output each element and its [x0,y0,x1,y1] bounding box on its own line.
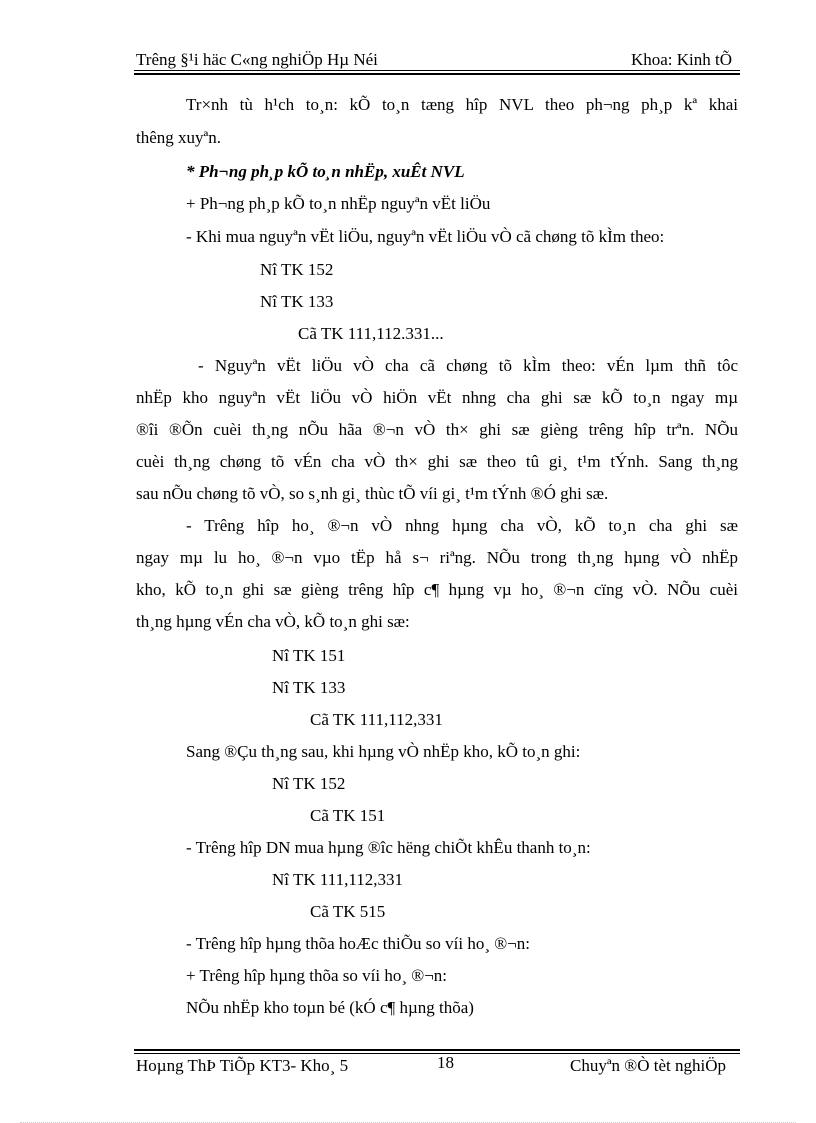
journal-entry: Nî TK 133 [260,292,334,311]
body-line: + Trêng hîp hµng thõa so víi ho¸ ®¬n: [186,966,448,985]
section-heading: * Ph¬ng ph¸p kÕ to¸n nhËp, xuÊt NVL [186,162,465,181]
paragraph-line: ®îi ®Õn cuèi th¸ng nÕu hãa ®¬n vÒ th× ghi sæ gièng trêng hîp trªn. NÕu [136,420,738,439]
footer-title: Chuyªn ®Ò tèt nghiÖp [570,1056,726,1075]
header-rule [134,70,740,71]
body-line: Sang ®Çu th¸ng sau, khi hµng vÒ nhËp kho, kÕ to¸n ghi: [186,742,581,761]
body-line: NÕu nhËp kho toµn bé (kÓ c¶ hµng thõa) [186,998,474,1017]
subsection-heading: + Ph¬ng ph¸p kÕ to¸n nhËp nguyªn vËt liÖu [186,194,491,213]
paragraph-line: ngay mµ lu ho¸ ®¬n vµo tËp hå s¬ riªng. NÕu trong th¸ng hµng vÒ nhËp [136,548,738,567]
paragraph-line: sau nÕu chøng tõ vÒ, so s¸nh gi¸ thùc tÕ víi gi¸ t¹m tÝnh ®Ó ghi sæ. [136,484,609,503]
journal-entry: Nî TK 152 [260,260,334,279]
header-rule-thick [134,73,740,75]
footer-author: Hoµng ThÞ TiÕp KT3- Kho¸ 5 [136,1056,349,1075]
journal-entry: Nî TK 151 [272,646,346,665]
page-header [136,50,740,72]
journal-entry: Nî TK 111,112,331 [272,870,403,889]
body-line: thêng xuyªn. [136,128,221,147]
paragraph-line: cuèi th¸ng chøng tõ vÉn cha vÒ th× ghi sæ theo tû gi¸ t¹m tÝnh. Sang th¸ng [136,452,738,471]
footer-rule-thick [134,1049,740,1051]
journal-entry: Nî TK 152 [272,774,346,793]
body-line: - Trêng hîp DN mua hµng ®îc hëng chiÕt khÊu thanh to¸n: [186,838,591,857]
paragraph-line: - Trêng hîp ho¸ ®¬n vÒ nhng hµng cha vÒ, kÕ to¸n cha ghi sæ [186,516,738,535]
paragraph-line: kho, kÕ to¸n ghi sæ gièng trêng hîp c¶ hµng vµ ho¸ ®¬n cïng vÒ. NÕu cuèi [136,580,738,599]
journal-entry: Cã TK 111,112.331... [298,324,444,343]
paragraph-line: - Nguyªn vËt liÖu vÒ cha cã chøng tõ kÌm theo: vÉn lµm thñ tôc [198,356,738,375]
body-line: - Trêng hîp hµng thõa hoÆc thiÕu so víi ho¸ ®¬n: [186,934,530,953]
paragraph-line: nhËp kho nguyªn vËt liÖu vÒ hiÖn vËt nhng cha ghi sæ kÕ to¸n ngay mµ [136,388,738,407]
journal-entry: Nî TK 133 [272,678,346,697]
body-line: - Khi mua nguyªn vËt liÖu, nguyªn vËt liÖu vÒ cã chøng tõ kÌm theo: [186,227,665,246]
journal-entry: Cã TK 111,112,331 [310,710,443,729]
body-line: Tr×nh tù h¹ch to¸n: kÕ to¸n tæng hîp NVL theo ph¬ng ph¸p kª khai [186,95,738,114]
header-faculty: Khoa: Kinh tÕ [630,50,732,69]
journal-entry: Cã TK 151 [310,806,386,825]
journal-entry: Cã TK 515 [310,902,386,921]
page-number: 18 [437,1053,454,1072]
paragraph-line: th¸ng hµng vÉn cha vÒ, kÕ to¸n ghi sæ: [136,612,410,631]
header-school-name: Trêng §¹i häc C«ng nghiÖp Hµ Néi [136,50,378,69]
